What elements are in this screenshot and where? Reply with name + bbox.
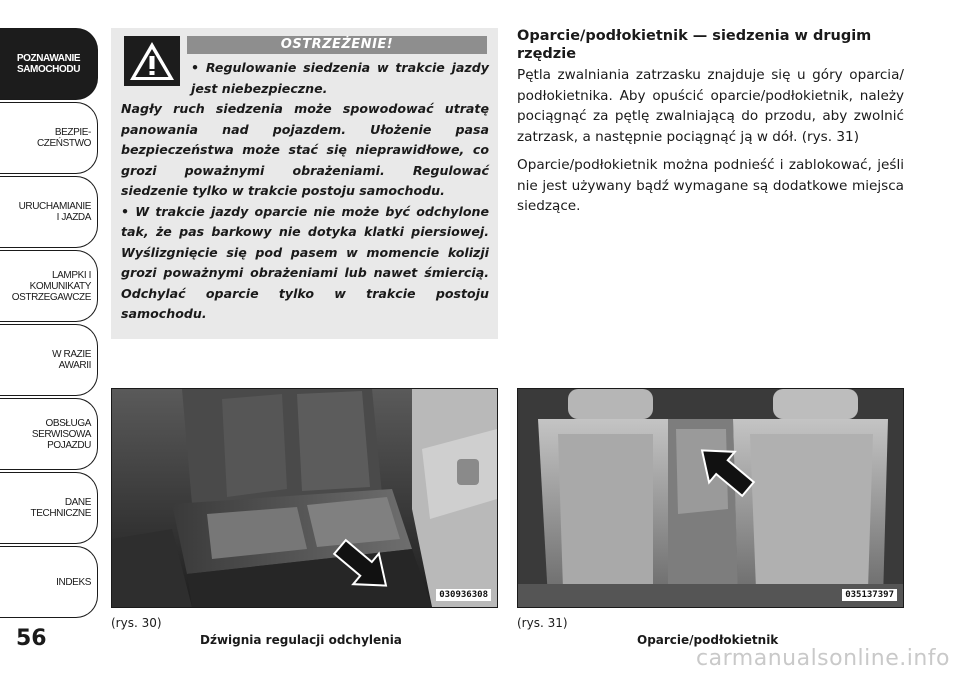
chapter-tabs (0, 28, 100, 620)
figure-code-30: 030936308 (436, 589, 491, 601)
tab-indeks[interactable]: INDEKS (0, 546, 98, 618)
tab-bezpieczenstwo[interactable]: BEZPIE- CZEŃSTWO (0, 102, 98, 174)
warning-box (111, 28, 498, 339)
figure-armrest (517, 388, 904, 608)
tab-uruchamianie-i-jazda[interactable]: URUCHAMIANIE I JAZDA (0, 176, 98, 248)
tab-poznawanie-samochodu[interactable]: POZNAWANIE SAMOCHODU (0, 28, 98, 100)
warning-title: OSTRZEŻENIE! (187, 36, 487, 54)
warning-bullet-2: • W trakcie jazdy oparcie nie może być odchylone tak, że pas barkowy nie dotyka klatki piersiowej. Wyślizgnięcie się pod pasem w momencie kolizji grozi poważnymi obrażeniami lub nawet śmiercią. Odchylać oparcie tylko w trakcie postoju samochodu. (121, 203, 489, 321)
figure-ref-31: (rys. 31) (517, 616, 568, 630)
page-number: 56 (16, 626, 47, 651)
figure-recline-lever (111, 388, 498, 608)
tab-w-razie-awarii[interactable]: W RAZIE AWARII (0, 324, 98, 396)
watermark: carmanualsonline.info (696, 646, 950, 671)
tab-obsluga-serwisowa[interactable]: OBSŁUGA SERWISOWA POJAZDU (0, 398, 98, 470)
warning-bullet-1-rest: Nagły ruch siedzenia może spowodować utratę panowania nad pojazdem. Ułożenie pasa bezpieczeństwa może stać się nieprawidłowe, co grozi poważnymi obrażeniami. Regulować siedzenie tylko w trakcie postoju samochodu. (121, 101, 489, 198)
tab-lampki-i-komunikaty[interactable]: LAMPKI I KOMUNIKATY OSTRZEGAWCZE (0, 250, 98, 322)
figure-code-31: 035137397 (842, 589, 897, 601)
warning-text (121, 58, 489, 325)
article (517, 27, 904, 225)
article-heading: Oparcie/podłokietnik — siedzenia w drugim rzędzie (517, 28, 872, 62)
figure-caption-30: Dźwignia regulacji odchylenia (200, 633, 402, 647)
tab-dane-techniczne[interactable]: DANE TECHNICZNE (0, 472, 98, 544)
figure-ref-30: (rys. 30) (111, 616, 162, 630)
figure-caption-31: Oparcie/podłokietnik (637, 633, 779, 647)
article-paragraph-1: Pętla zwalniania zatrzasku znajduje się u góry oparcia/ podłokietnika. Aby opuścić oparcie/podłokietnik, należy pociągnąć za pętlę zwalniającą do przodu, aby zwolnić zatrzask, a następnie pociągnąć ją w dół. (rys. 31) (517, 67, 904, 145)
warning-bullet-1-lead: • Regulowanie siedzenia w trakcie jazdy jest niebezpieczne. (191, 60, 489, 96)
article-paragraph-2: Oparcie/podłokietnik można podnieść i zablokować, jeśli nie jest używany bądź wymagane są dodatkowe miejsca siedzące. (517, 157, 904, 214)
